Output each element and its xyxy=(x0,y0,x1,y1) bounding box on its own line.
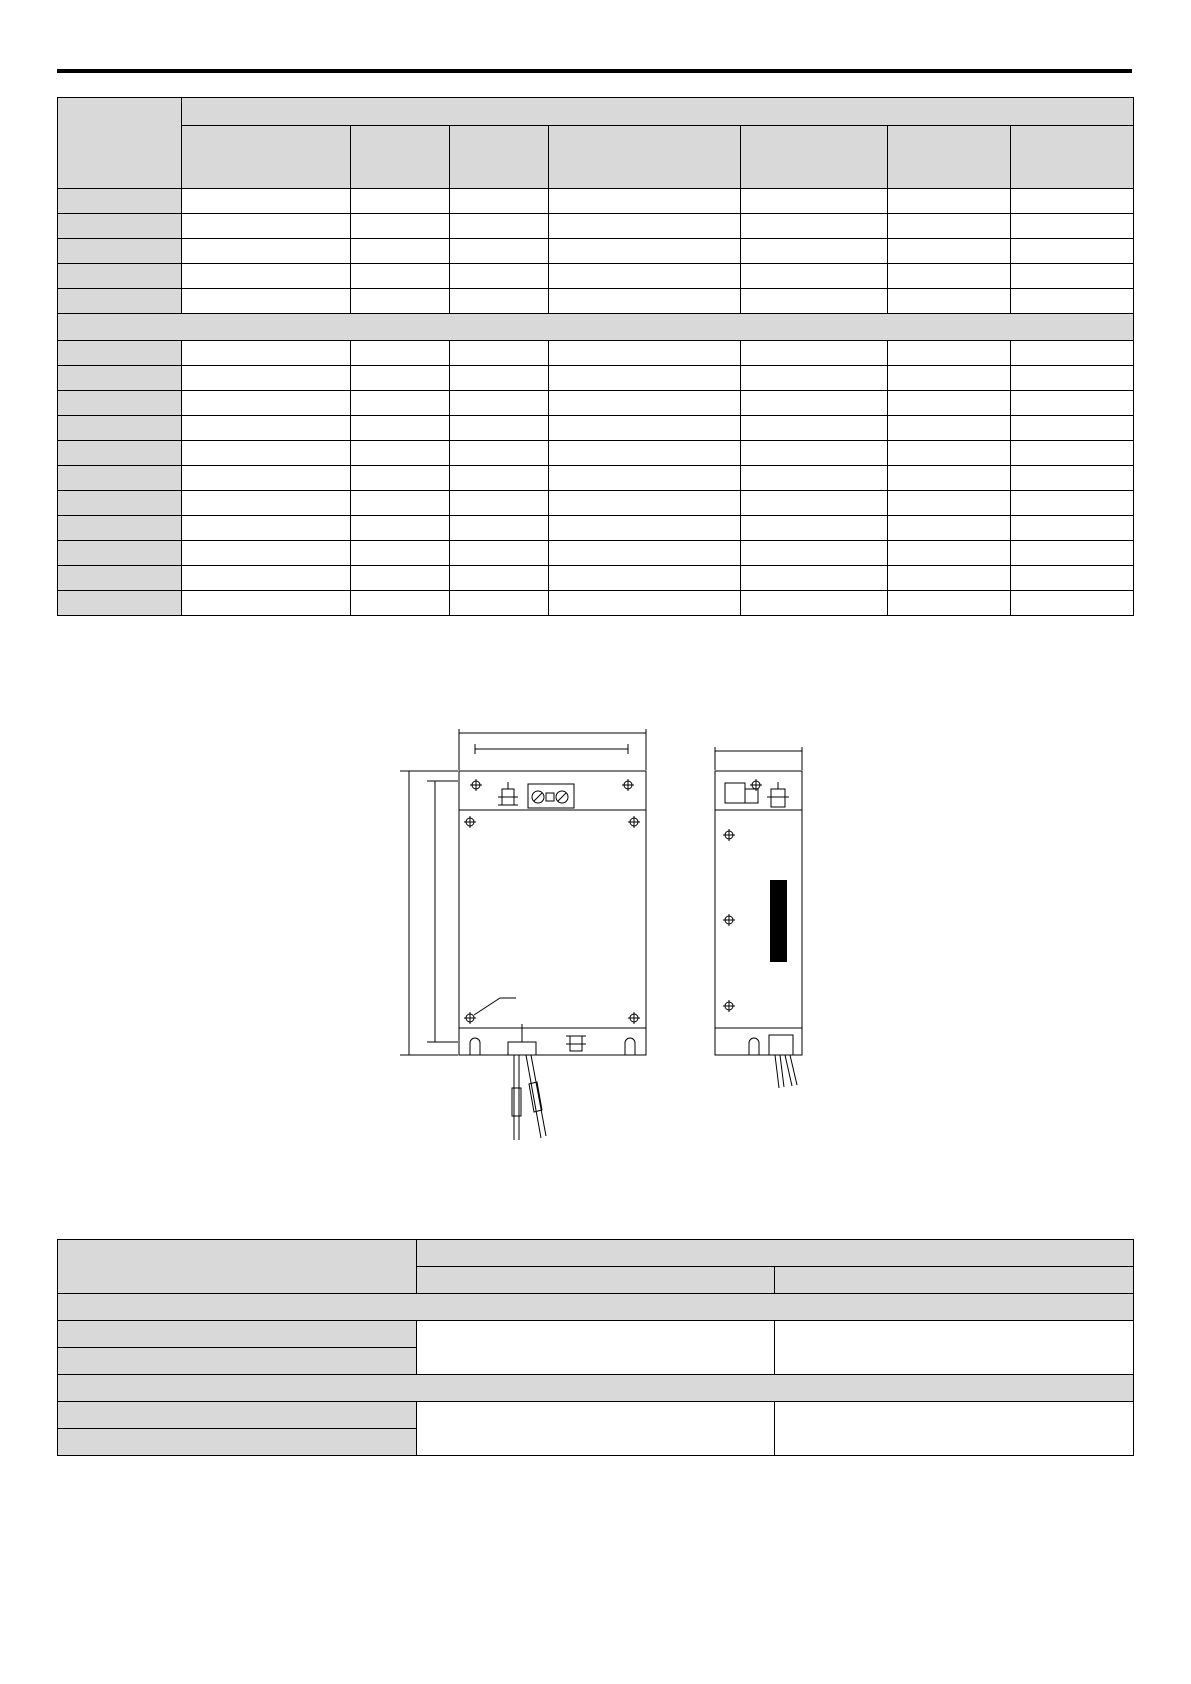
nameplate-label xyxy=(770,880,787,962)
table-row xyxy=(58,1402,1134,1429)
table-section-cell xyxy=(58,1294,1134,1321)
table-row xyxy=(58,1321,1134,1348)
table-header-row xyxy=(58,1240,1134,1267)
table-row-label xyxy=(58,1348,417,1375)
side-view xyxy=(715,747,802,1088)
table-section-row xyxy=(58,1375,1134,1402)
table-section-row xyxy=(58,1294,1134,1321)
table-cell xyxy=(417,1321,775,1375)
front-view xyxy=(400,729,646,1140)
table-row-label xyxy=(58,1321,417,1348)
table-cell xyxy=(417,1402,775,1456)
table-header-cell xyxy=(417,1240,1134,1267)
table-cell xyxy=(775,1321,1134,1375)
table-cell xyxy=(775,1402,1134,1456)
table-header-cell xyxy=(58,1240,417,1294)
table-row-label xyxy=(58,1429,417,1456)
table-header-cell xyxy=(417,1267,775,1294)
table-row-label xyxy=(58,1402,417,1429)
table-header-cell xyxy=(775,1267,1134,1294)
specifications-table xyxy=(57,1239,1134,1456)
table-section-cell xyxy=(58,1375,1134,1402)
